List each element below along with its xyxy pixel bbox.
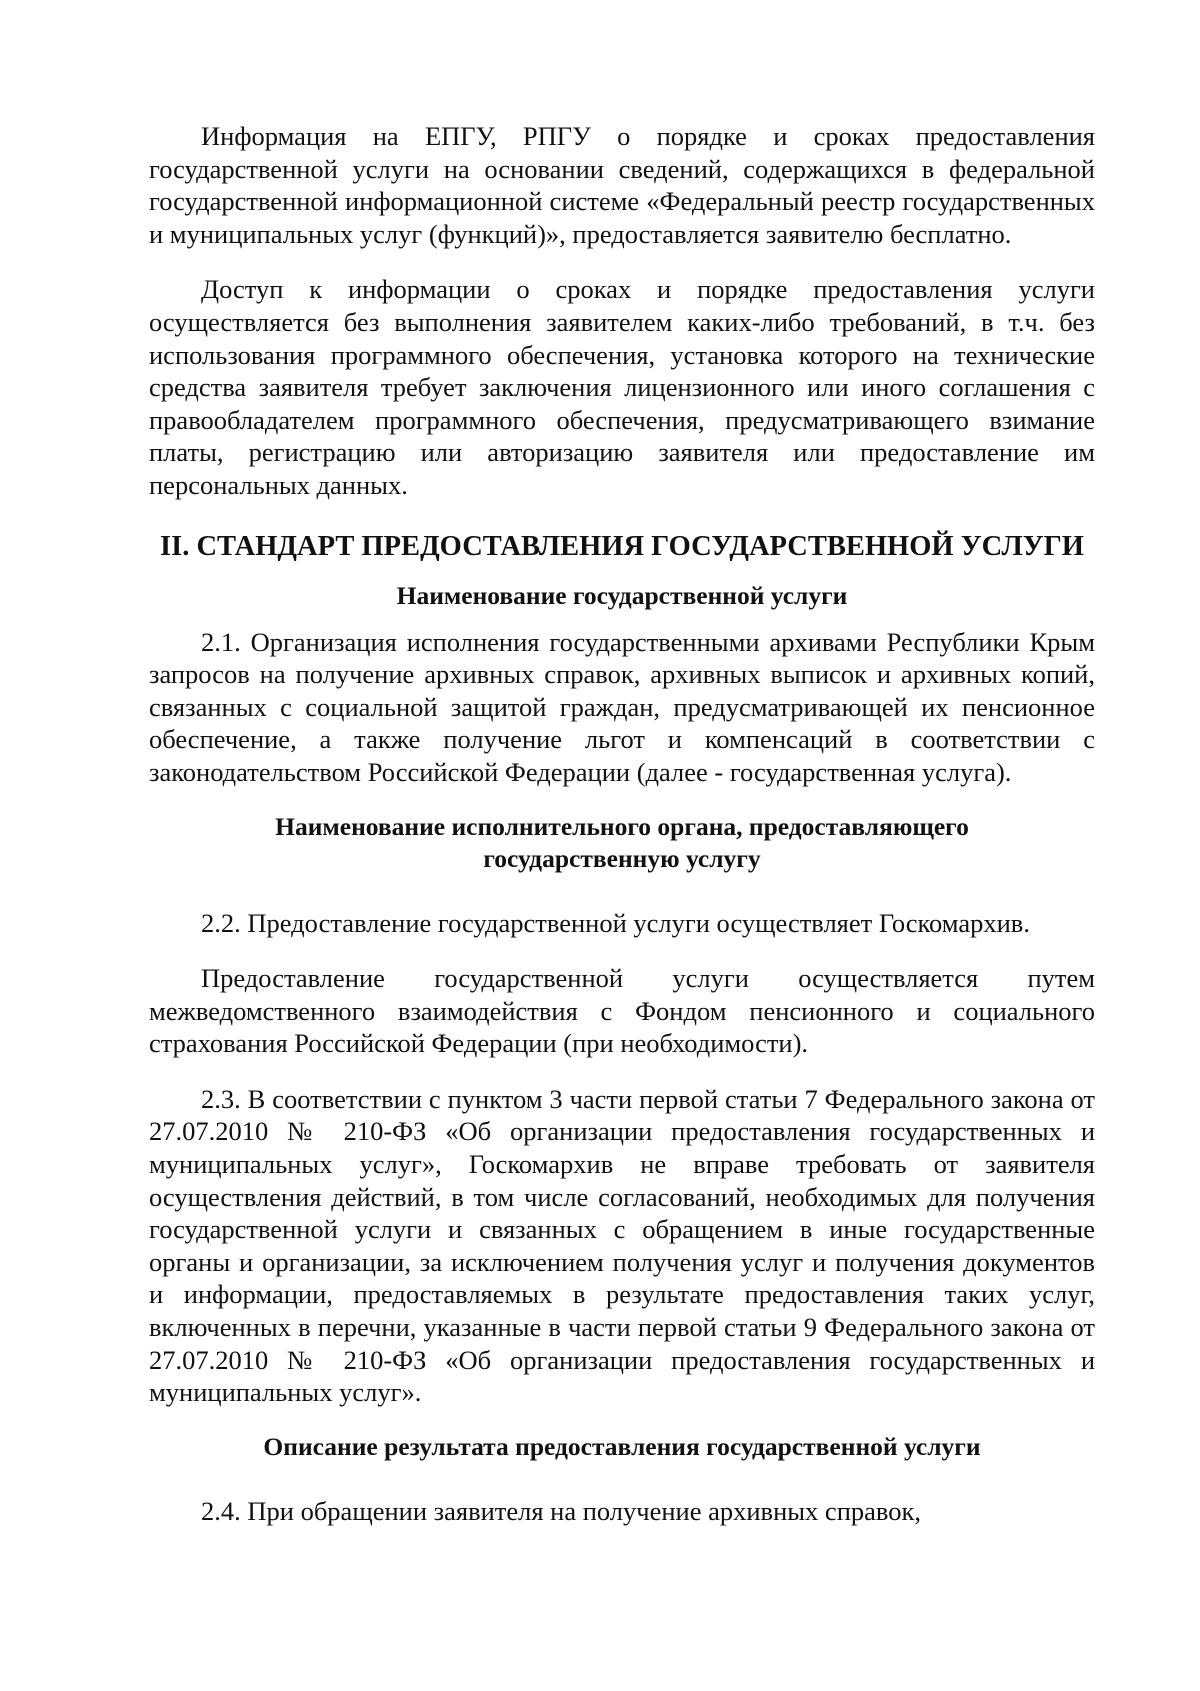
paragraph-2-2: 2.2. Предоставление государственной услуги осуществляет Госкомархив. xyxy=(201,907,1030,938)
heading-result-description: Описание результата предоставления государственной услуги xyxy=(263,1431,981,1461)
heading-service-name: Наименование государственной услуги xyxy=(396,580,848,610)
paragraph-2-2-interaction: Предоставление государственной услуги осуществляется путем межведомственного взаимодействия с Фондом пенсионного и социального страхования Российской Федерации (при необходимости). xyxy=(149,963,1095,1059)
document-body xyxy=(149,120,1095,1527)
paragraph-2-1: 2.1. Организация исполнения государственными архивами Республики Крым запросов на получение архивных справок, архивных выписок и архивных копий, связанных с социальной защитой граждан, предусматривающей их пенсионное обеспечение, а также получение льгот и компенсаций в соответствии с законодательством Российской Федерации (далее - государственная услуга). xyxy=(149,626,1095,787)
heading-executive-body-line1: Наименование исполнительного органа, предоставляющего xyxy=(275,811,969,841)
heading-executive-body-line2: государственную услугу xyxy=(483,843,761,873)
heading-executive-body xyxy=(149,811,1095,875)
paragraph-info-epgu: Информация на ЕПГУ, РПГУ о порядке и сроках предоставления государственной услуги на основании сведений, содержащихся в федеральной государственной информационной системе «Федеральный реестр государственных и муниципальных услуг (функций)», предоставляется заявителю бесплатно. xyxy=(149,121,1095,249)
paragraph-2-4: 2.4. При обращении заявителя на получение архивных справок, xyxy=(201,1495,921,1526)
section-title: II. СТАНДАРТ ПРЕДОСТАВЛЕНИЯ ГОСУДАРСТВЕННОЙ УСЛУГИ xyxy=(160,530,1084,562)
paragraph-2-3: 2.3. В соответствии с пунктом 3 части первой статьи 7 Федерального закона от 27.07.2010 № 210-ФЗ «Об организации предоставления государственных и муниципальных услуг», Госкомархив не вправе требовать от заявителя осуществления действий, в том числе согласований, необходимых для получения государственной услуги и связанных с обращением в иные государственные органы и организации, за исключением получения услуг и получения документов и информации, предоставляемых в результате предоставления таких услуг, включенных в перечни, указанные в части первой статьи 9 Федерального закона от 27.07.2010 № 210-ФЗ «Об организации предоставления государственных и муниципальных услуг». xyxy=(149,1083,1095,1408)
paragraph-access-info: Доступ к информации о сроках и порядке предоставления услуги осуществляется без выполнения заявителем каких-либо требований, в т.ч. без использования программного обеспечения, установка которого на технические средства заявителя требует заключения лицензионного или иного соглашения с правообладателем программного обеспечения, предусматривающего взимание платы, регистрацию или авторизацию заявителя или предоставление им персональных данных. xyxy=(149,274,1095,500)
